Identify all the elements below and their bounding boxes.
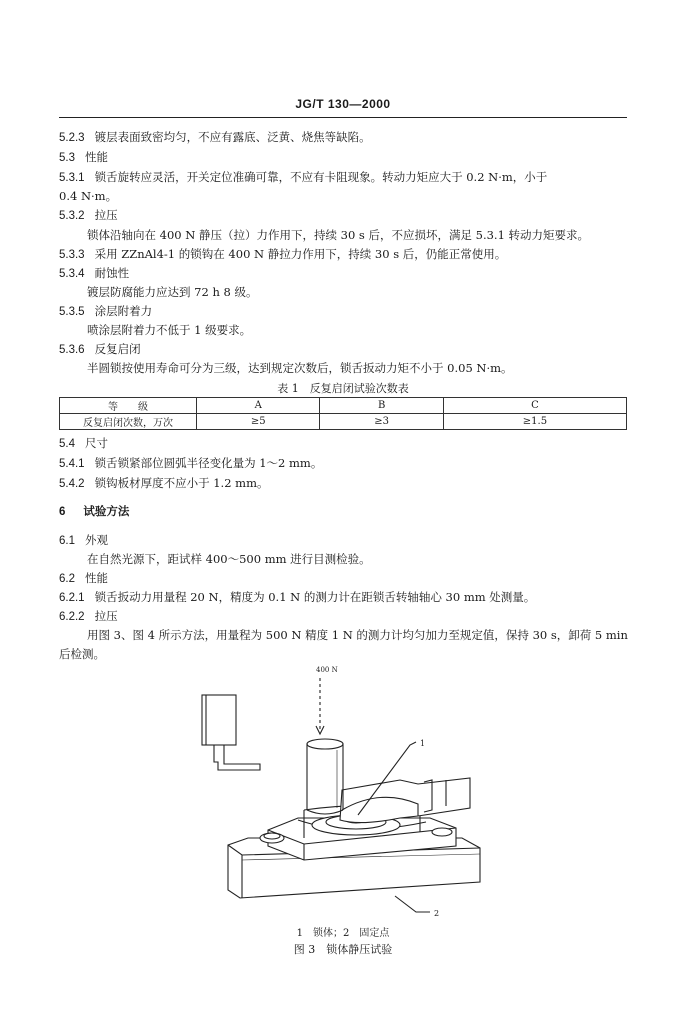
clause-number: 5.3.1 bbox=[59, 172, 85, 184]
clause-text: 拉压 bbox=[94, 609, 118, 623]
clause-text: 锁舌扳动力用量程 20 N，精度为 0.1 N 的测力计在距锁舌转轴轴心 30 mm 处测量。 bbox=[94, 590, 536, 604]
clause-text: 拉压 bbox=[94, 208, 118, 222]
clause-number: 5.3 bbox=[59, 152, 75, 164]
chapter-number: 6 bbox=[59, 506, 66, 518]
table-row bbox=[60, 414, 627, 430]
clause-number: 6.2.2 bbox=[59, 611, 85, 623]
clause-number: 5.4.1 bbox=[59, 458, 85, 470]
clause-5-3-6-body bbox=[87, 361, 513, 375]
clause-text: 性能 bbox=[85, 150, 108, 164]
clause-5-2-3 bbox=[59, 130, 371, 145]
clause-number: 6.2 bbox=[59, 573, 75, 585]
clause-6-1 bbox=[59, 533, 108, 548]
clause-5-3-6 bbox=[59, 342, 141, 357]
clause-number: 5.3.4 bbox=[59, 268, 85, 280]
clause-number: 5.3.2 bbox=[59, 210, 85, 222]
clause-5-3-3 bbox=[59, 247, 506, 262]
lock-tongue-icon bbox=[340, 778, 470, 823]
standard-header: JG/T 130—2000 bbox=[295, 97, 391, 111]
clause-text: 半圆锁按使用寿命可分为三级，达到规定次数后，锁舌扳动力矩不小于 0.05 N·m。 bbox=[87, 361, 513, 375]
figure-3-caption: 图 3 锁体静压试验 bbox=[293, 943, 393, 956]
clause-6-2-1 bbox=[59, 590, 535, 605]
clause-text: 耐蚀性 bbox=[94, 266, 130, 280]
clause-5-3-4 bbox=[59, 266, 129, 281]
chapter-6-heading bbox=[59, 504, 129, 519]
clause-number: 6.2.1 bbox=[59, 592, 85, 604]
clause-text: 锁钩板材厚度不应小于 1.2 mm。 bbox=[94, 476, 269, 490]
clause-text: 镀层防腐能力应达到 72 h 8 级。 bbox=[87, 285, 258, 299]
clause-6-1-body bbox=[87, 552, 371, 566]
chapter-title: 试验方法 bbox=[83, 504, 130, 518]
clause-6-2-2-body bbox=[87, 628, 628, 642]
clause-text: 镀层表面致密均匀，不应有露底、泛黄、烧焦等缺陷。 bbox=[94, 130, 371, 144]
table-cell: ≥5 bbox=[197, 414, 320, 430]
clause-5-3-2-body bbox=[87, 228, 589, 242]
clause-5-3-4-body bbox=[87, 285, 257, 299]
figure-3-legend: 1 锁体；2 固定点 bbox=[296, 928, 390, 939]
callout-leader-2 bbox=[395, 896, 430, 912]
clause-6-2 bbox=[59, 571, 108, 586]
clause-text: 喷涂层附着力不低于 1 级要求。 bbox=[87, 323, 252, 337]
clause-number: 5.2.3 bbox=[59, 132, 85, 144]
clause-number: 5.3.5 bbox=[59, 306, 85, 318]
clause-number: 5.3.3 bbox=[59, 249, 85, 261]
clause-text: 采用 ZZnAl4-1 的锁钩在 400 N 静拉力作用下，持续 30 s 后，仍能正常使用。 bbox=[94, 247, 507, 261]
clause-text: 锁舌旋转应灵活，开关定位准确可靠，不应有卡阻现象。转动力矩应大于 0.2 N·m，小于 bbox=[94, 170, 548, 184]
table-header-cell: C bbox=[443, 398, 626, 414]
clause-text: 锁舌锁紧部位圆弧半径变化量为 1～2 mm。 bbox=[94, 456, 323, 470]
callout-2-label: 2 bbox=[434, 909, 440, 918]
table-header-cell: A bbox=[197, 398, 320, 414]
clause-5-4 bbox=[59, 436, 108, 451]
clause-text: 反复启闭 bbox=[94, 342, 141, 356]
header-rule bbox=[59, 117, 627, 118]
table-1 bbox=[59, 397, 627, 430]
table-header-cell: B bbox=[320, 398, 443, 414]
clause-text: 性能 bbox=[85, 571, 108, 585]
clause-text: 涂层附着力 bbox=[94, 304, 153, 318]
press-cylinder-icon bbox=[307, 739, 343, 814]
clause-5-3-5-body bbox=[87, 323, 251, 337]
force-label: 400 N bbox=[316, 666, 338, 674]
clause-text: 0.4 N·m。 bbox=[59, 189, 118, 203]
clause-5-4-2 bbox=[59, 476, 269, 491]
clause-5-3-1 bbox=[59, 170, 547, 185]
force-gauge-icon bbox=[202, 695, 260, 770]
force-arrow-icon bbox=[316, 678, 324, 734]
clause-6-2-2-body-cont bbox=[59, 647, 105, 661]
clause-text: 尺寸 bbox=[85, 436, 108, 450]
clause-number: 5.4.2 bbox=[59, 478, 85, 490]
callout-1-label: 1 bbox=[420, 739, 426, 748]
clause-5-3-5 bbox=[59, 304, 152, 319]
clause-5-3-2 bbox=[59, 208, 118, 223]
clause-number: 6.1 bbox=[59, 535, 75, 547]
table-cell: 反复启闭次数，万次 bbox=[60, 414, 197, 430]
table-header-row bbox=[60, 398, 627, 414]
clause-text: 在自然光源下，距试样 400～500 mm 进行目测检验。 bbox=[87, 552, 371, 566]
clause-5-3-1-cont bbox=[59, 189, 117, 203]
clause-6-2-2 bbox=[59, 609, 118, 624]
clause-5-4-1 bbox=[59, 456, 322, 471]
table-header-cell: 等 级 bbox=[60, 398, 197, 414]
clause-number: 5.3.6 bbox=[59, 344, 85, 356]
table-cell: ≥1.5 bbox=[443, 414, 626, 430]
clause-number: 5.4 bbox=[59, 438, 75, 450]
clause-text: 外观 bbox=[85, 533, 108, 547]
table-cell: ≥3 bbox=[320, 414, 443, 430]
table-1-caption: 表 1 反复启闭试验次数表 bbox=[277, 382, 409, 395]
clause-text: 后检测。 bbox=[59, 647, 105, 661]
clause-5-3 bbox=[59, 150, 108, 165]
figure-3-drawing bbox=[180, 660, 510, 925]
clause-text: 锁体沿轴向在 400 N 静压（拉）力作用下，持续 30 s 后，不应损坏，满足 5.3.1 转动力矩要求。 bbox=[87, 228, 590, 242]
clause-text: 用图 3、图 4 所示方法，用量程为 500 N 精度 1 N 的测力计均匀加力至规定值，保持 30 s，卸荷 5 min bbox=[87, 628, 628, 642]
